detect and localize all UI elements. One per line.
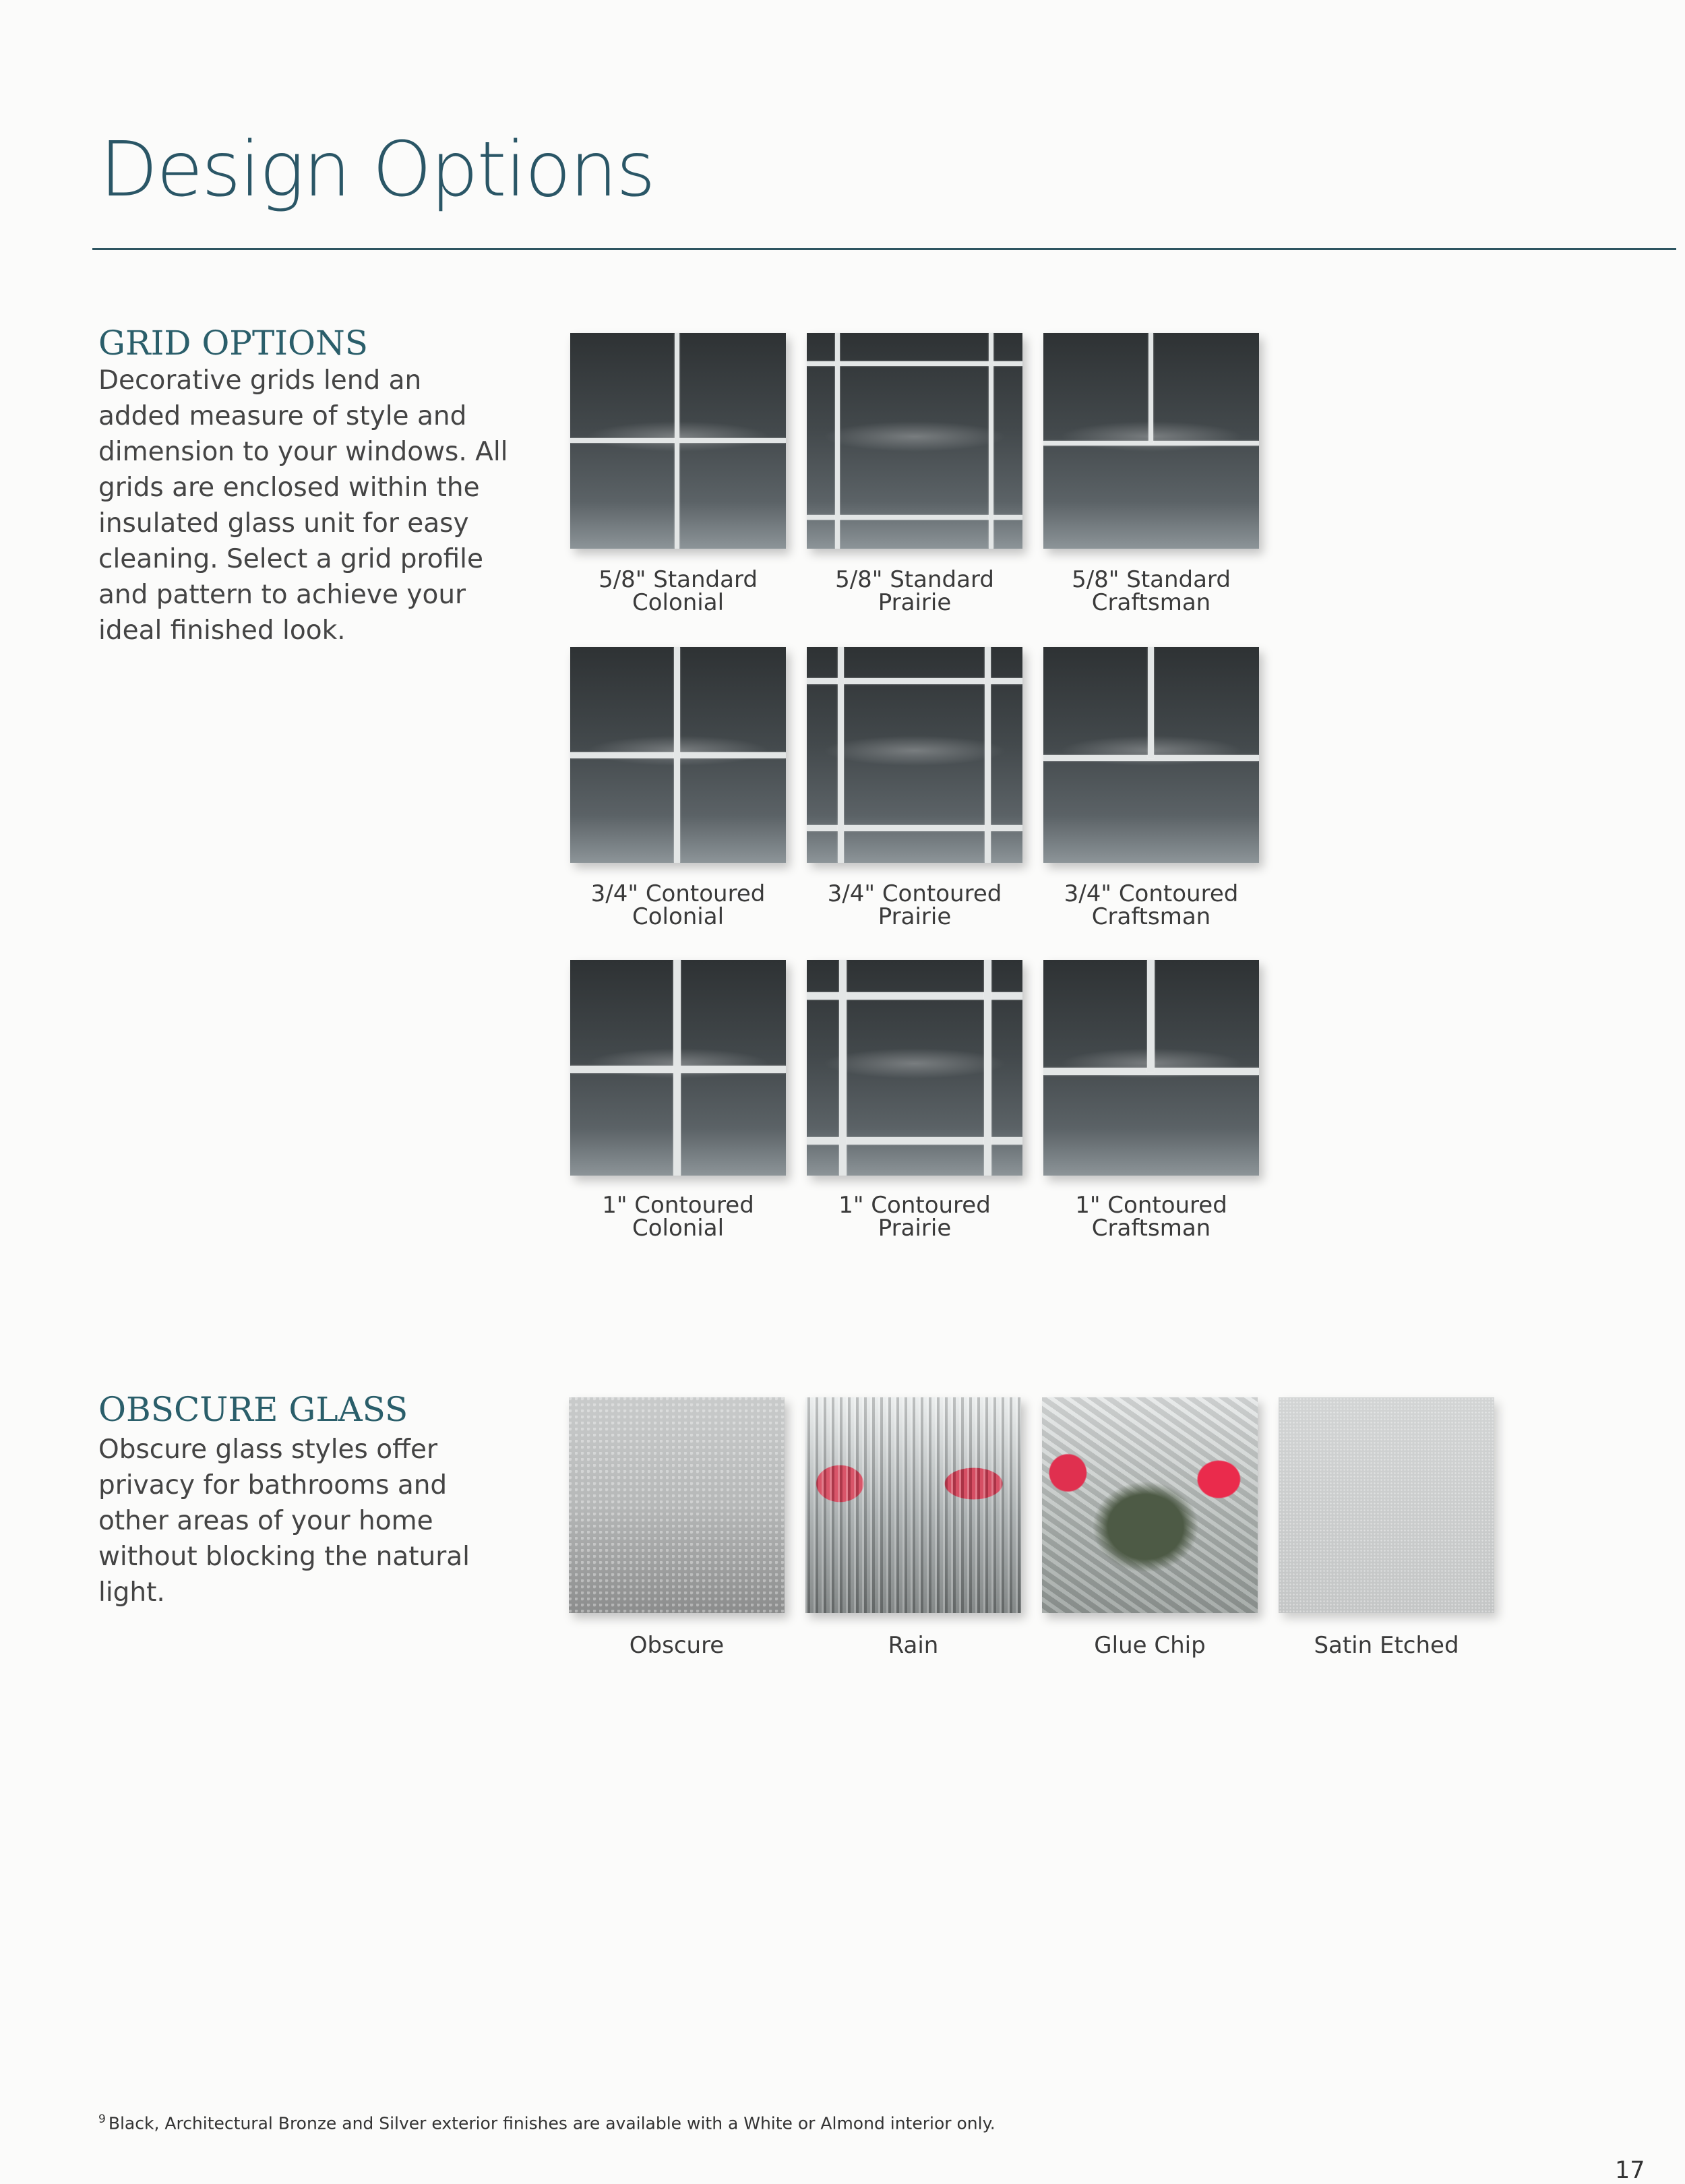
grid-sample-contoured-3-4-craftsman xyxy=(1043,647,1259,863)
grid-caption: 3/4" Contoured Prairie xyxy=(827,880,1002,930)
grid-caption: 5/8" Standard Colonial xyxy=(599,566,758,616)
grid-caption: 1" Contoured Colonial xyxy=(602,1192,754,1242)
grid-caption: 5/8" Standard Craftsman xyxy=(1072,566,1231,616)
obscure-glass-heading: OBSCURE GLASS xyxy=(98,1390,408,1429)
grid-caption: 1" Contoured Craftsman xyxy=(1075,1192,1227,1242)
grid-sample-contoured-3-4-prairie xyxy=(807,647,1022,863)
grid-sample-standard-craftsman xyxy=(1043,333,1259,549)
footnote-text: Black, Architectural Bronze and Silver exterior finishes are available with a White or Almond interior only. xyxy=(108,2113,995,2133)
obscure-glass-caption: Rain xyxy=(888,1632,939,1659)
grid-sample-standard-prairie xyxy=(807,333,1022,549)
grid-sample-contoured-3-4-colonial xyxy=(570,647,786,863)
page-title: Design Options xyxy=(100,126,654,214)
page-number: 17 xyxy=(1615,2157,1645,2184)
grid-caption: 5/8" Standard Prairie xyxy=(835,566,994,616)
grid-sample-standard-colonial xyxy=(570,333,786,549)
obscure-glass-caption: Obscure xyxy=(629,1632,725,1659)
footnote-marker: 9 xyxy=(98,2113,106,2126)
grid-caption: 3/4" Contoured Craftsman xyxy=(1064,880,1239,930)
grid-options-heading: GRID OPTIONS xyxy=(98,324,369,363)
grid-options-description: Decorative grids lend an added measure of style and dimension to your windows. All grids are enclosed within the insulated glass unit for easy cleaning. Select a grid profile and pattern to achieve your ideal finished look. xyxy=(98,365,508,646)
grid-caption: 1" Contoured Prairie xyxy=(838,1192,991,1242)
grid-sample-contoured-1-prairie xyxy=(807,960,1022,1176)
grid-sample-contoured-1-craftsman xyxy=(1043,960,1259,1176)
obscure-glass-sample-obscure xyxy=(569,1397,785,1613)
obscure-glass-caption: Glue Chip xyxy=(1094,1632,1206,1659)
obscure-glass-description: Obscure glass styles offer privacy for bathrooms and other areas of your home without blocking the natural light. xyxy=(98,1434,470,1608)
title-rule xyxy=(92,248,1676,250)
footnote xyxy=(98,2113,995,2133)
obscure-glass-sample-glue-chip xyxy=(1042,1397,1258,1613)
obscure-glass-sample-satin-etched xyxy=(1279,1397,1494,1613)
obscure-glass-caption: Satin Etched xyxy=(1314,1632,1459,1659)
grid-sample-contoured-1-colonial xyxy=(570,960,786,1176)
obscure-glass-sample-rain xyxy=(805,1397,1021,1613)
grid-caption: 3/4" Contoured Colonial xyxy=(590,880,766,930)
